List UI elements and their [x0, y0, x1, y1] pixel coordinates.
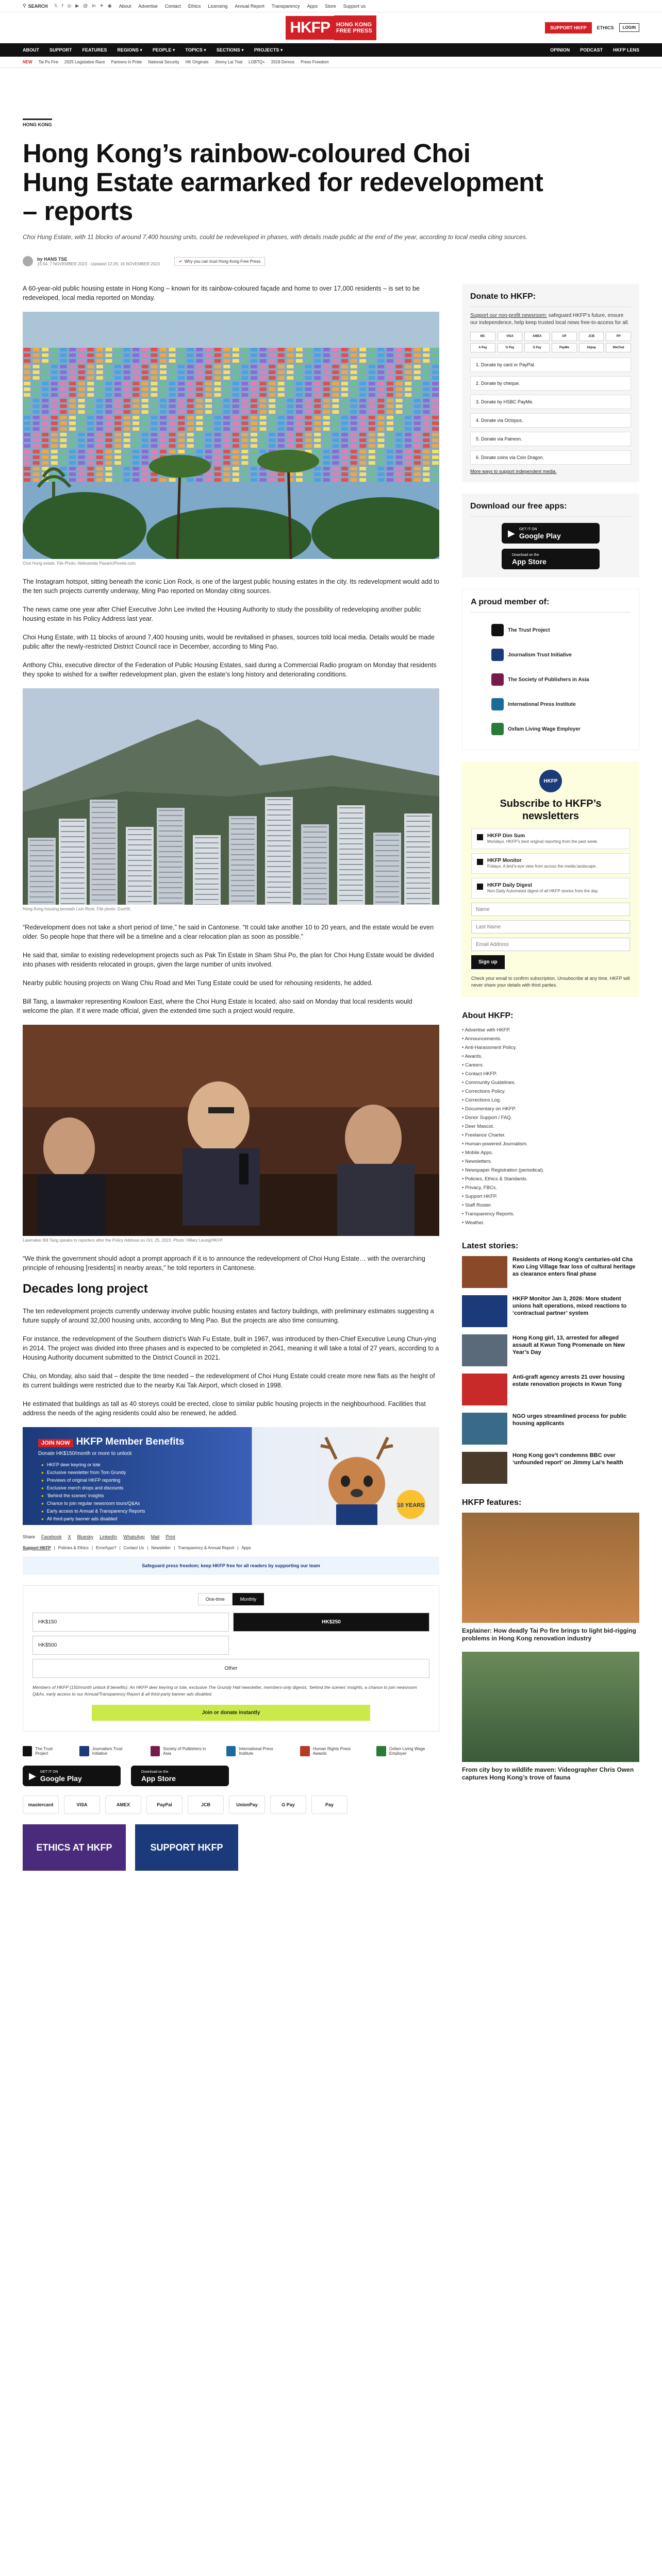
- about-link[interactable]: • Mobile Apps.: [462, 1148, 639, 1157]
- article-headline: Hong Kong’s rainbow-coloured Choi Hung Estate earmarked for redevelopment – reports: [23, 139, 543, 226]
- paragraph: Bill Tang, a lawmaker representing Kowloon East, where the Choi Hung Estate is located, also said on Monday that local residents would welcome the plan. If it were made official, given the extended time such a project would require.: [23, 998, 412, 1014]
- main-nav: [0, 43, 662, 57]
- logo-label: The Trust Project: [35, 1747, 53, 1756]
- payment-methods: [23, 1795, 439, 1814]
- trending-item[interactable]: 2019 Demos: [271, 60, 295, 64]
- last-name-field[interactable]: [471, 920, 630, 934]
- payment-method-icon: JCB: [188, 1795, 224, 1814]
- about-widget: [462, 1011, 639, 1227]
- nav-item[interactable]: TOPICS ▾: [185, 47, 206, 53]
- join-now-tag: JOIN NOW: [38, 1439, 73, 1447]
- donation-form: [23, 1585, 439, 1732]
- paragraph: “We think the government should adopt a prompt approach if it is to announce the redevelopment of Choi Hung Estate… with the overarching principle of rehousing [residents] in nearby areas,” he told reporters in Cantonese.: [23, 1255, 425, 1272]
- telegram-icon[interactable]: ✈: [100, 3, 104, 8]
- checkbox[interactable]: [477, 884, 483, 890]
- member-logo[interactable]: [471, 667, 631, 692]
- logo-icon: [79, 1746, 89, 1756]
- nav-item[interactable]: REGIONS ▾: [117, 47, 142, 53]
- hkfp-badge-icon: HKFP: [539, 770, 562, 792]
- latest-title: Latest stories:: [462, 1242, 519, 1250]
- nav-item[interactable]: PROJECTS ▾: [254, 47, 283, 53]
- logo-label: Human Rights Press Awards: [312, 1747, 351, 1756]
- choi-hung-estate-photo: [23, 312, 439, 559]
- payment-method-icon: G Pay: [270, 1795, 306, 1814]
- payment-card-icon: A Pay: [470, 343, 495, 352]
- top-link[interactable]: Advertise: [138, 3, 158, 9]
- author-name[interactable]: by HANS TSE: [37, 256, 68, 262]
- latest-story[interactable]: [462, 1295, 639, 1327]
- about-link[interactable]: • Advertise with HKFP.: [462, 1026, 639, 1035]
- payment-card-icon: WeChat: [606, 343, 631, 352]
- footer-member-logos: [23, 1746, 439, 1756]
- tab-one-time[interactable]: One-time: [198, 1593, 233, 1605]
- check-icon: ✔: [178, 259, 183, 264]
- promo-benefits-list: [41, 1461, 145, 1523]
- footer-logo[interactable]: [300, 1746, 361, 1756]
- top-link[interactable]: Store: [325, 3, 336, 9]
- tab-monthly[interactable]: Monthly: [233, 1593, 264, 1605]
- newsletter-desc: Non-Daily Automated digest of all HKFP stories from the day.: [487, 889, 599, 893]
- donate-widget: Donate to HKFP: Support our non-profit newsroom: safeguard HKFP’s future, ensure our independence, help keep trusted local news free-to-access for all. MC VISA AMEX UP JCB PP A Pay G Pay S Pay PayMe Alipay WeChat 1. Donate by card or PayPal. 2. Donate by cheque. 3. Donate by HSBC PayMe. 4. Donate via Octopus. 5. Donate via Patreon. 6. Donate coins via Coin Dragon. More ways to support independent media.: [462, 284, 639, 482]
- donate-option[interactable]: 4. Donate via Octopus.: [470, 413, 631, 428]
- footer-logo[interactable]: [23, 1746, 64, 1756]
- donate-title: Donate to HKFP:: [470, 292, 631, 307]
- paragraph: Nearby public housing projects on Wang Chiu Road and Mei Tung Estate could be used for rehousing residents, he added.: [23, 979, 373, 987]
- logo-label: Oxfam Living Wage Employer: [389, 1747, 425, 1756]
- support-card[interactable]: SUPPORT HKFP: [135, 1824, 238, 1871]
- paragraph: Chiu, on Monday, also said that – despite the time needed – the redevelopment of Choi Hung Estate could create more new flats as the height of its current buildings were restricted due to the nearby Kai Tak Airport, which closed in 1998.: [23, 1372, 435, 1389]
- share-link[interactable]: Bluesky: [77, 1534, 94, 1539]
- instagram-icon[interactable]: ◎: [67, 3, 72, 8]
- member-logo-icon: [491, 723, 504, 735]
- about-link[interactable]: • Careers.: [462, 1061, 639, 1070]
- trending-item[interactable]: LGBTQ+: [248, 60, 265, 64]
- share-link[interactable]: Mail: [151, 1534, 160, 1539]
- feature-headline[interactable]: From city boy to wildlife maven: Videographer Chris Owen captures Hong Kong’s trove of fauna: [462, 1766, 634, 1781]
- apps-title: Download our free apps:: [470, 502, 631, 517]
- logo-icon: [226, 1746, 236, 1756]
- checkbox[interactable]: [477, 834, 483, 840]
- about-link[interactable]: • Weather.: [462, 1218, 639, 1227]
- promo-subtitle: Donate HK$150/month or more to unlock: [38, 1451, 132, 1456]
- payment-card-icon: AMEX: [524, 332, 550, 341]
- story-thumbnail[interactable]: [462, 1256, 507, 1288]
- footer-link[interactable]: Transparency & Annual Report: [178, 1546, 235, 1550]
- ethics-link[interactable]: ETHICS: [597, 25, 614, 30]
- story-thumbnail[interactable]: [462, 1295, 507, 1327]
- footer-link[interactable]: Policies & Ethics: [58, 1546, 89, 1550]
- footer-link[interactable]: Contact Us: [123, 1546, 144, 1550]
- about-link[interactable]: • Staff Roster.: [462, 1201, 639, 1210]
- payment-method-icon: PayPal: [146, 1795, 183, 1814]
- paragraph: A 60-year-old public housing estate in Hong Kong – known for its rainbow-coloured façade and home to over 17,000 residents – is set to be redeveloped, local media reported on Monday.: [23, 285, 420, 301]
- features-title: HKFP features:: [462, 1498, 522, 1507]
- about-link[interactable]: • Deer Mascot.: [462, 1122, 639, 1131]
- footer-link[interactable]: Apps: [241, 1546, 251, 1550]
- benefit-item: ● Chance to join regular newsroom tours/Q&As: [41, 1500, 145, 1507]
- about-link[interactable]: • Freelance Charter.: [462, 1131, 639, 1140]
- deer-mascot-icon: [279, 1427, 434, 1525]
- login-button[interactable]: LOGIN: [619, 23, 639, 32]
- amount-250[interactable]: HK$250: [233, 1613, 429, 1632]
- share-link[interactable]: X: [68, 1534, 71, 1539]
- payment-method-icon: AMEX: [105, 1795, 141, 1814]
- member-logo-label: Journalism Trust Initiative: [508, 652, 572, 658]
- search-icon: ⚲: [23, 3, 26, 8]
- top-links: [119, 4, 366, 9]
- latest-stories-widget: [462, 1242, 639, 1484]
- nav-item[interactable]: HKFP LENS: [613, 47, 639, 53]
- features-widget: [462, 1498, 639, 1782]
- google-play-icon: ▶: [508, 528, 515, 538]
- about-link[interactable]: • Transparency Reports.: [462, 1210, 639, 1218]
- payment-card-icon: MC: [470, 332, 495, 341]
- share-link[interactable]: Print: [166, 1534, 175, 1539]
- article-body: [23, 284, 439, 1871]
- sidebar-google-play-button[interactable]: ▶ GET IT ON Google Play: [502, 523, 600, 544]
- top-link[interactable]: Annual Report: [235, 3, 264, 9]
- newsletter-name: HKFP Dim Sum: [487, 833, 525, 839]
- youtube-icon[interactable]: ▶: [75, 3, 79, 8]
- feature-image[interactable]: [462, 1652, 639, 1762]
- publish-date: 15:54, 7 NOVEMBER 2023 · Updated 12:26, 16 NOVEMBER 2023: [37, 261, 160, 266]
- payment-card-icon: G Pay: [498, 343, 523, 352]
- about-link[interactable]: • Contact HKFP.: [462, 1070, 639, 1078]
- donation-benefits-text: Members of HKFP (150/month unlock 8 benefits): An HKFP deer keyring or tote, exclusive The Grundy Hall newsletter, members-only digests, ‘behind the scenes’ insights, a chance to join newsroom Q&As, early access to our Annual/Transparency Report & all third-party banner ads disabled.: [32, 1685, 417, 1697]
- paragraph: The news came one year after Chief Executive John Lee invited the Housing Authority to study the possibility of redeveloping another public housing estate in his Policy Address last year.: [23, 606, 421, 622]
- nav-item[interactable]: SECTIONS ▾: [216, 47, 244, 53]
- member-logo[interactable]: [471, 692, 631, 717]
- x-icon[interactable]: 𝕏: [54, 3, 58, 8]
- story-headline[interactable]: NGO urges streamlined process for public housing applicants: [512, 1413, 627, 1427]
- newsletter-option[interactable]: [471, 853, 630, 874]
- paragraph: The Instagram hotspot, sitting beneath the iconic Lion Rock, is one of the largest public housing estates in the city. Its redevelopment would add to the ten such projects currently underway, Ming Pao reported on Monday citing sources.: [23, 578, 439, 595]
- amount-other[interactable]: Other: [32, 1659, 429, 1678]
- benefit-item: ● Early access to Annual & Transparency Reports: [41, 1507, 145, 1515]
- logo-label: Journalism Trust Initiative: [92, 1747, 123, 1756]
- trending-item[interactable]: Press Freedom: [301, 60, 329, 64]
- bill-tang-photo: [23, 1025, 439, 1236]
- linkedin-icon[interactable]: in: [92, 3, 96, 8]
- apps-widget: [462, 494, 639, 578]
- about-link[interactable]: • Newsletters.: [462, 1157, 639, 1166]
- member-logo-label: The Society of Publishers in Asia: [508, 676, 589, 683]
- social-links: [54, 3, 112, 9]
- story-headline[interactable]: Hong Kong gov’t condemns BBC over ‘unfounded report’ on Jimmy Lai’s health: [512, 1452, 623, 1466]
- newsletter-widget: [462, 761, 639, 997]
- logo-label: International Press Institute: [239, 1747, 273, 1756]
- story-headline[interactable]: Hong Kong girl, 13, arrested for alleged assault at Kwun Tong Promenade on New Year’s Day: [512, 1335, 625, 1355]
- about-link[interactable]: • Awards.: [462, 1052, 639, 1061]
- support-hkfp-button[interactable]: SUPPORT HKFP: [545, 22, 592, 33]
- sidebar-app-store-button[interactable]: Download on the App Store: [502, 549, 600, 569]
- benefit-item: ● HKFP deer keyring or tote: [41, 1461, 145, 1469]
- newsletter-desc: Fridays. A bird’s-eye view from across the media landscape.: [487, 864, 597, 869]
- logo-icon: [23, 1746, 32, 1756]
- photo-caption: Lawmaker Bill Tang speaks to reporters after the Policy Address on Oct. 25, 2023. Photo: Hillary Leung/HKFP.: [23, 1238, 223, 1243]
- nav-item[interactable]: PEOPLE ▾: [152, 47, 175, 53]
- about-link[interactable]: • Corrections Log.: [462, 1096, 639, 1105]
- top-link[interactable]: Contact: [164, 3, 181, 9]
- feature-image[interactable]: [462, 1513, 639, 1623]
- article-kicker[interactable]: HONG KONG: [23, 118, 52, 127]
- trust-link[interactable]: ✔ Why you can trust Hong Kong Free Press: [174, 257, 265, 266]
- threads-icon[interactable]: @: [83, 3, 88, 8]
- footer-link[interactable]: Support HKFP: [23, 1546, 51, 1550]
- member-logo-label: Oxfam Living Wage Employer: [508, 726, 581, 732]
- newsletter-option[interactable]: [471, 828, 630, 849]
- story-headline[interactable]: HKFP Monitor Jan 3, 2026: More student unions halt operations, mixed reactions to ‘contractual partner’ system: [512, 1296, 627, 1316]
- payment-method-icon: mastercard: [23, 1795, 59, 1814]
- article-footer-links: Support HKFP | Policies & Ethics | Error/typo? | Contact Us | Newsletter | Transparency & Annual Report | Apps: [23, 1546, 251, 1550]
- share-link[interactable]: LinkedIn: [100, 1534, 118, 1539]
- about-link[interactable]: • Anti-Harassment Policy.: [462, 1043, 639, 1052]
- top-utility-bar: [0, 0, 662, 12]
- story-thumbnail[interactable]: [462, 1334, 507, 1366]
- email-field[interactable]: [471, 938, 630, 951]
- benefit-item: ● All third-party banner ads disabled: [41, 1515, 145, 1523]
- benefit-item: ● Previews of original HKFP reporting: [41, 1477, 145, 1484]
- about-link[interactable]: • Privacy, FBCs.: [462, 1183, 639, 1192]
- benefit-item: ● ‘Behind the scenes’ insights: [41, 1492, 145, 1500]
- feature-headline[interactable]: Explainer: How deadly Tai Po fire brings to light bid-rigging problems in Hong Kong renovation industry: [462, 1627, 636, 1642]
- member-benefits-banner[interactable]: JOIN NOW HKFP Member Benefits Donate HK$150/month or more to unlock ● HKFP deer keyring or tote ● Exclusive newsletter from Tom Grundy ● Previews of original HKFP reporting ● Exclusive merch drops and discounts ● ‘Behind the scenes’ insights ● Chance to join regular newsroom tours/Q&As ● Early access to Annual & Transparency Reports ● All third-party banner ads disabled 10 YEARS: [23, 1427, 439, 1525]
- newsletter-name: HKFP Monitor: [487, 858, 522, 863]
- footer-link[interactable]: Newsletter: [151, 1546, 171, 1550]
- newsletter-title: Subscribe to HKFP’s newsletters: [500, 798, 602, 822]
- more-ways-link[interactable]: More ways to support independent media.: [470, 469, 557, 474]
- paragraph: He said that, similar to existing redevelopment projects such as Pak Tin Estate in Sham Shui Po, the plan for Choi Hung Estate would be divided into phases with residents relocated in groups, given the large number of units involved.: [23, 952, 434, 968]
- photo-caption: Choi Hung estate. File Photo: Aleksandar Pasaric/Pexels.com.: [23, 561, 137, 566]
- member-logo[interactable]: [471, 618, 631, 642]
- newsletter-desc: Mondays. HKFP’s best original reporting from the past week.: [487, 839, 599, 844]
- newsletter-note: Check your email to confirm subscription. Unsubscribe at any time. HKFP will never share your details with third parties.: [471, 976, 630, 988]
- share-link[interactable]: Facebook: [41, 1534, 62, 1539]
- top-link[interactable]: Support us: [343, 3, 366, 9]
- paragraph: He estimated that buildings as tall as 40 storeys could be erected, close to similar public housing projects in the neighbourhood. Facilities that address the needs of the aging residents could also be renewed, he added.: [23, 1400, 426, 1417]
- proud-title: A proud member of:: [471, 598, 631, 613]
- latest-story[interactable]: [462, 1334, 639, 1366]
- payment-method-icon: VISA: [64, 1795, 100, 1814]
- member-logo-label: International Press Institute: [508, 701, 576, 707]
- payment-card-icon: Alipay: [579, 343, 604, 352]
- benefit-item: ● Exclusive newsletter from Tom Grundy: [41, 1469, 145, 1477]
- member-logo-label: The Trust Project: [508, 627, 550, 633]
- trending-item[interactable]: Tai Po Fire: [38, 60, 58, 64]
- facebook-icon[interactable]: f: [61, 3, 63, 8]
- join-donate-button[interactable]: Join or donate instantly: [92, 1705, 370, 1721]
- member-logo-icon: [491, 673, 504, 686]
- search-button[interactable]: ⚲ SEARCH: [23, 3, 48, 9]
- paragraph: Choi Hung Estate, with 11 blocks of around 7,400 housing units, would be revitalised in phases, sources told local media. Details would be made public after the newly-restricted District Council race in December, according to Ming Pao.: [23, 634, 435, 650]
- top-link[interactable]: Apps: [307, 3, 318, 9]
- paragraph: “Redevelopment does not take a short period of time,” he said in Cantonese. “It could take another 10 to 20 years, and the estate would be even older. So people hope that there will be a timeline and a clear relocation plan as soon as possible.”: [23, 924, 434, 940]
- nav-item[interactable]: SUPPORT: [49, 47, 72, 53]
- new-label: NEW: [23, 60, 32, 64]
- logo-icon: [300, 1746, 309, 1756]
- amount-500[interactable]: HK$500: [32, 1636, 229, 1655]
- payment-card-icon: PP: [606, 332, 631, 341]
- trending-item[interactable]: Jimmy Lai Trial: [214, 60, 242, 64]
- payment-method-icon: Pay: [311, 1795, 347, 1814]
- about-link[interactable]: • Announcements.: [462, 1035, 639, 1043]
- payment-cards: [470, 332, 631, 352]
- share-link[interactable]: WhatsApp: [123, 1534, 145, 1539]
- about-link[interactable]: • Community Guidelines.: [462, 1078, 639, 1087]
- donate-option[interactable]: 5. Donate via Patreon.: [470, 432, 631, 446]
- top-link[interactable]: About: [119, 3, 131, 9]
- member-logo[interactable]: [471, 642, 631, 667]
- byline: [23, 256, 639, 266]
- photo-caption: Hong Kong housing beneath Lion Rock. File photo: GovHK.: [23, 907, 132, 911]
- member-logo-icon: [491, 649, 504, 661]
- donate-option[interactable]: 2. Donate by cheque.: [470, 376, 631, 391]
- google-play-icon: ▶: [29, 1770, 36, 1781]
- nav-item[interactable]: FEATURES: [82, 47, 107, 53]
- top-link[interactable]: Ethics: [188, 3, 201, 9]
- about-link[interactable]: • Policies, Ethics & Standards.: [462, 1175, 639, 1183]
- lion-rock-housing-photo: [23, 688, 439, 905]
- svg-text:10 YEARS: 10 YEARS: [397, 1502, 425, 1509]
- footer-logo[interactable]: [376, 1746, 439, 1756]
- trending-item[interactable]: HK Originals: [185, 60, 209, 64]
- nav-item[interactable]: OPINION: [550, 47, 570, 53]
- payment-card-icon: PayMe: [552, 343, 577, 352]
- paragraph: The ten redevelopment projects currently underway involve public housing estates and factory buildings, with preliminary estimates suggesting a future supply of around 32,000 housing units, according to Ming Pao. But the projects are also time consuming.: [23, 1308, 434, 1324]
- logo-label: Society of Publishers in Asia: [163, 1747, 206, 1756]
- amount-150[interactable]: HK$150: [32, 1613, 229, 1632]
- masthead: [0, 12, 662, 43]
- latest-story[interactable]: [462, 1374, 639, 1405]
- about-link[interactable]: • Human-powered Journalism.: [462, 1140, 639, 1148]
- payment-card-icon: S Pay: [524, 343, 550, 352]
- latest-story[interactable]: [462, 1256, 639, 1288]
- latest-story[interactable]: [462, 1413, 639, 1445]
- story-thumbnail[interactable]: [462, 1374, 507, 1405]
- first-name-field[interactable]: [471, 903, 630, 916]
- member-logo-icon: [491, 624, 504, 636]
- trending-bar: [0, 57, 662, 68]
- app-store-button[interactable]: Download on the App Store: [131, 1766, 229, 1786]
- story-headline[interactable]: Residents of Hong Kong’s centuries-old Cha Kwo Ling Village fear loss of cultural heritage as clearance enters final phase: [512, 1257, 636, 1277]
- about-link[interactable]: • Donor Support / FAQ.: [462, 1113, 639, 1122]
- payment-method-icon: UnionPay: [229, 1795, 265, 1814]
- story-thumbnail[interactable]: [462, 1452, 507, 1484]
- article-dek: Choi Hung Estate, with 11 blocks of around 7,400 housing units, could be redeveloped in phases, with details made public at the end of the year, according to local media citing sources.: [23, 233, 528, 241]
- newsletter-option[interactable]: [471, 878, 630, 899]
- author-avatar: [23, 256, 33, 266]
- trending-item[interactable]: 2025 Legislative Race: [64, 60, 105, 64]
- story-headline[interactable]: Anti-graft agency arrests 21 over housing estate renovation projects in Kwun Tong: [512, 1374, 625, 1387]
- story-thumbnail[interactable]: [462, 1413, 507, 1445]
- hkfp-logo[interactable]: HKFP HONG KONG FREE PRESS: [286, 15, 376, 40]
- rss-icon[interactable]: ◉: [107, 3, 112, 8]
- google-play-button[interactable]: ▶ GET IT ON Google Play: [23, 1766, 121, 1786]
- payment-card-icon: VISA: [498, 332, 523, 341]
- paragraph: Anthony Chiu, executive director of the Federation of Public Housing Estates, said during a Commercial Radio program on Monday that residents they spoke to wished for a swifter redevelopment plan, given the estate’s long history and deteriorating conditions.: [23, 662, 437, 678]
- footer-link[interactable]: Error/typo?: [95, 1546, 117, 1550]
- nav-item[interactable]: PODCAST: [580, 47, 603, 53]
- about-link[interactable]: • Documentary on HKFP.: [462, 1105, 639, 1113]
- about-title: About HKFP:: [462, 1011, 514, 1020]
- payment-card-icon: UP: [552, 332, 577, 341]
- footer-logo[interactable]: [151, 1746, 211, 1756]
- about-link[interactable]: • Corrections Policy.: [462, 1087, 639, 1096]
- logo-icon: [376, 1746, 386, 1756]
- about-link[interactable]: • Newspaper Registration (periodical).: [462, 1166, 639, 1175]
- logo-icon: [151, 1746, 160, 1756]
- top-link[interactable]: Licensing: [208, 3, 228, 9]
- paragraph: For instance, the redevelopment of the Southern district’s Wah Fu Estate, built in 1967, was introduced by then-Chief Executive Leung Chun-ying in 2014. The project was divided into three phases and is expected to be completed in 2041, meaning it will take a total of 27 years, according to a Housing Authority document submitted to the District Council in 2021.: [23, 1335, 439, 1361]
- donate-option[interactable]: 3. Donate by HSBC PayMe.: [470, 395, 631, 409]
- footer-logo[interactable]: [226, 1746, 285, 1756]
- section-heading: Decades long project: [23, 1282, 148, 1296]
- share-bar: [23, 1534, 439, 1539]
- trending-item[interactable]: Partners in Pride: [111, 60, 142, 64]
- proud-member-widget: [462, 589, 639, 750]
- donate-option[interactable]: 1. Donate by card or PayPal.: [470, 358, 631, 372]
- benefit-item: ● Exclusive merch drops and discounts: [41, 1484, 145, 1492]
- newsletter-name: HKFP Daily Digest: [487, 883, 533, 888]
- checkbox[interactable]: [477, 859, 483, 865]
- top-link[interactable]: Transparency: [271, 3, 300, 9]
- nav-item[interactable]: ABOUT: [23, 47, 39, 53]
- support-link[interactable]: Support our non-profit newsroom:: [470, 313, 547, 318]
- donate-option[interactable]: 6. Donate coins via Coin Dragon.: [470, 450, 631, 465]
- safeguard-banner[interactable]: Safeguard press freedom; keep HKFP free for all readers by supporting our team: [23, 1556, 439, 1575]
- trending-item[interactable]: National Security: [148, 60, 179, 64]
- footer-logo[interactable]: [79, 1746, 135, 1756]
- about-link[interactable]: • Support HKFP.: [462, 1192, 639, 1201]
- payment-card-icon: JCB: [579, 332, 604, 341]
- ethics-card[interactable]: ETHICS AT HKFP: [23, 1824, 126, 1871]
- member-logo[interactable]: [471, 717, 631, 741]
- member-logo-icon: [491, 698, 504, 710]
- latest-story[interactable]: [462, 1452, 639, 1484]
- sidebar: [462, 284, 639, 1871]
- share-label: Share: [23, 1534, 36, 1539]
- signup-button[interactable]: Sign up: [471, 955, 505, 969]
